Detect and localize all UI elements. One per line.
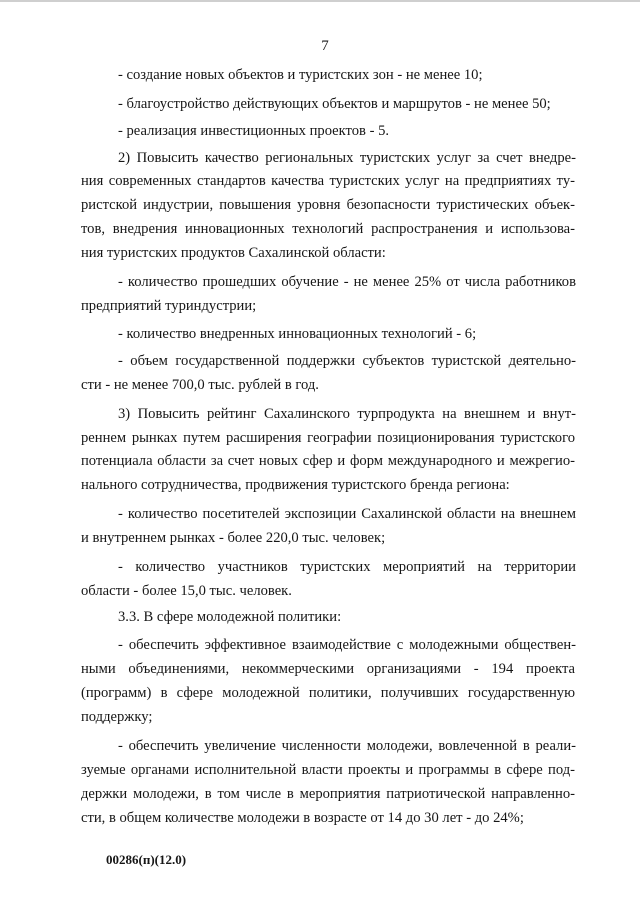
text-line: нального сотрудничества, продвижения туристского бренда региона: <box>81 477 510 493</box>
text-line: области - более 15,0 тыс. человек. <box>81 583 292 599</box>
text-line: - реализация инвестиционных проектов - 5. <box>118 123 390 139</box>
text-line: - обеспечить эффективное взаимодействие с молодежными обществен- <box>118 637 576 653</box>
text-line: зуемые органами исполнительной власти проекты и программы в сфере под- <box>81 762 575 778</box>
text-line: держки молодежи, в том числе в мероприятия патриотической направленно- <box>81 786 575 802</box>
text-line: 3) Повысить рейтинг Сахалинского турпродукта на внешнем и внут- <box>118 406 576 422</box>
text-line: ными объединениями, некоммерческими организациями - 194 проекта <box>81 661 575 677</box>
text-line: - благоустройство действующих объектов и маршрутов - не менее 50; <box>118 96 551 112</box>
text-line: - объем государственной поддержки субъектов туристской деятельно- <box>118 353 576 369</box>
text-line: сти, в общем количестве молодежи в возрасте от 14 до 30 лет - до 24%; <box>81 810 524 826</box>
text-line: - создание новых объектов и туристских зон - не менее 10; <box>118 67 483 83</box>
document-code: 00286(п)(12.0) <box>106 852 187 867</box>
page-number: 7 <box>321 38 329 54</box>
text-line: (программ) в сфере молодежной политики, получивших государственную <box>81 685 575 701</box>
text-line: ристской индустрии, повышения уровня безопасности туристических объек- <box>81 197 575 213</box>
text-line: 2) Повысить качество региональных туристских услуг за счет внедре- <box>118 150 576 166</box>
text-line: потенциала области за счет новых сфер и форм международного и межрегио- <box>81 453 575 469</box>
text-line: - количество посетителей экспозиции Сахалинской области на внешнем <box>118 506 576 522</box>
text-line: поддержку; <box>81 709 153 725</box>
scan-edge <box>0 0 640 2</box>
text-line: - количество участников туристских мероприятий на территории <box>118 559 576 575</box>
text-line: ния современных стандартов качества туристских услуг на предприятиях ту- <box>81 173 575 189</box>
text-line: - обеспечить увеличение численности молодежи, вовлеченной в реали- <box>118 738 576 754</box>
text-line: - количество внедренных инновационных технологий - 6; <box>118 326 477 342</box>
section-heading: 3.3. В сфере молодежной политики: <box>118 609 342 625</box>
text-line: сти - не менее 700,0 тыс. рублей в год. <box>81 377 319 393</box>
text-line: ния туристских продуктов Сахалинской области: <box>81 245 386 261</box>
text-line: - количество прошедших обучение - не менее 25% от числа работников <box>118 274 576 290</box>
text-line: предприятий туриндустрии; <box>81 298 257 314</box>
text-line: тов, внедрения инновационных технологий распространения и использова- <box>81 221 575 237</box>
text-line: и внутреннем рынках - более 220,0 тыс. человек; <box>81 530 386 546</box>
text-line: реннем рынках путем расширения географии позиционирования туристского <box>81 430 575 446</box>
